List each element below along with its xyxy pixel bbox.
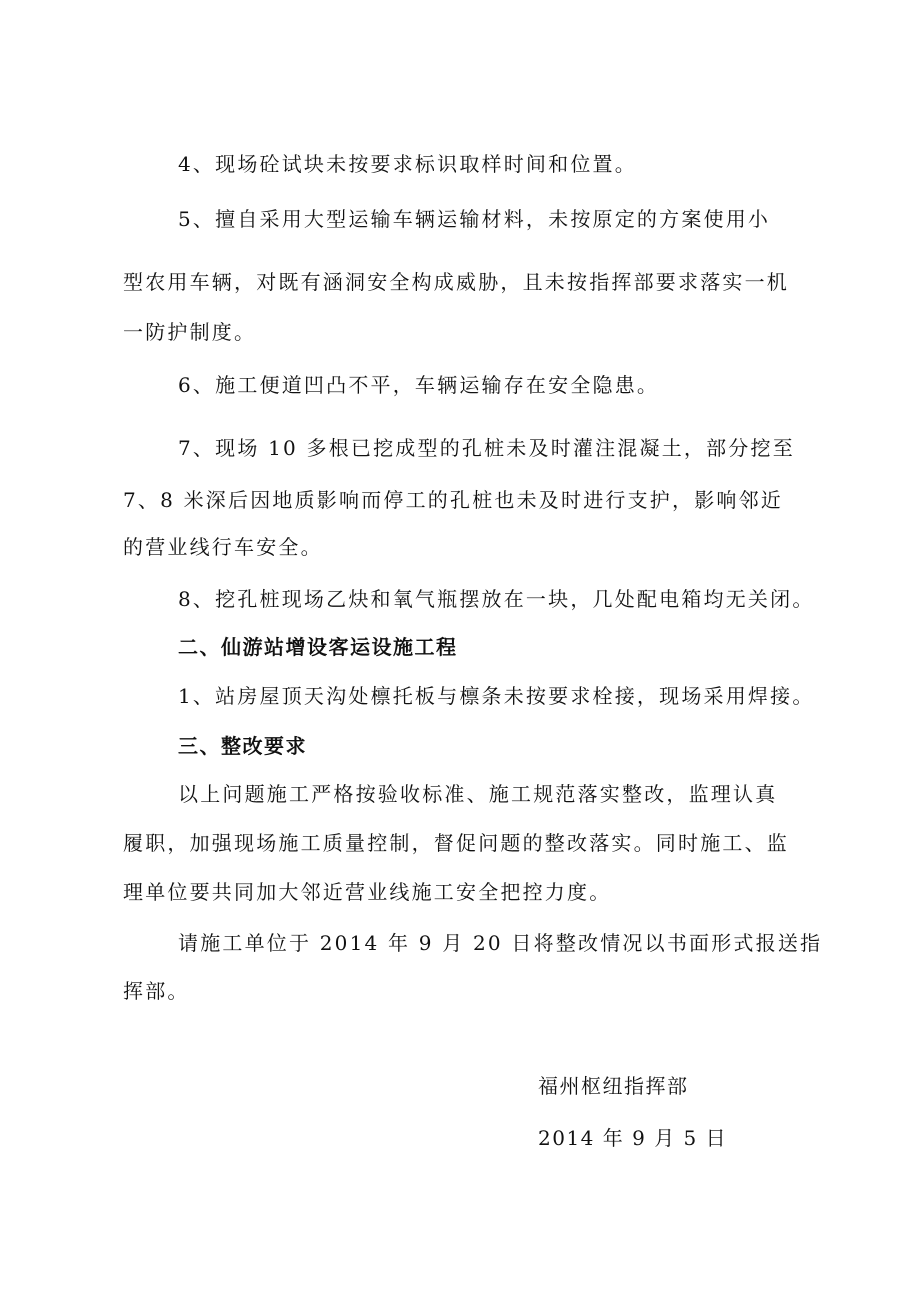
signature-date: 2014 年 9 月 5 日 [538, 1126, 728, 1150]
paragraph-2-line-2: 挥部。 [123, 979, 190, 1003]
item-8: 8、挖孔桩现场乙炔和氧气瓶摆放在一块，几处配电箱均无关闭。 [178, 587, 815, 611]
item-7-line-2: 7、8 米深后因地质影响而停工的孔桩也未及时进行支护，影响邻近 [123, 488, 784, 512]
item-5-line-2: 型农用车辆，对既有涵洞安全构成威胁，且未按指挥部要求落实一机 [123, 270, 789, 294]
paragraph-1-line-1: 以上问题施工严格按验收标准、施工规范落实整改，监理认真 [178, 782, 778, 806]
item-5-line-1: 5、擅自采用大型运输车辆运输材料，未按原定的方案使用小 [178, 207, 771, 231]
item-6: 6、施工便道凹凸不平，车辆运输存在安全隐患。 [178, 373, 660, 397]
section-2-item-1: 1、站房屋顶天沟处檩托板与檩条未按要求栓接，现场采用焊接。 [178, 684, 815, 708]
item-5-line-3: 一防护制度。 [123, 320, 257, 344]
section-2-heading: 二、仙游站增设客运设施工程 [178, 635, 458, 659]
paragraph-1-line-2: 履职，加强现场施工质量控制，督促问题的整改落实。同时施工、监 [123, 831, 789, 855]
item-4: 4、现场砼试块未按要求标识取样时间和位置。 [178, 152, 637, 176]
item-7-line-1: 7、现场 10 多根已挖成型的孔桩未及时灌注混凝土，部分挖至 [178, 436, 795, 460]
paragraph-2-line-1: 请施工单位于 2014 年 9 月 20 日将整改情况以书面形式报送指 [178, 931, 823, 955]
section-3-heading: 三、整改要求 [178, 734, 307, 758]
item-7-line-3: 的营业线行车安全。 [123, 535, 323, 559]
signature-organization: 福州枢纽指挥部 [538, 1074, 689, 1098]
paragraph-1-line-3: 理单位要共同加大邻近营业线施工安全把控力度。 [123, 880, 612, 904]
